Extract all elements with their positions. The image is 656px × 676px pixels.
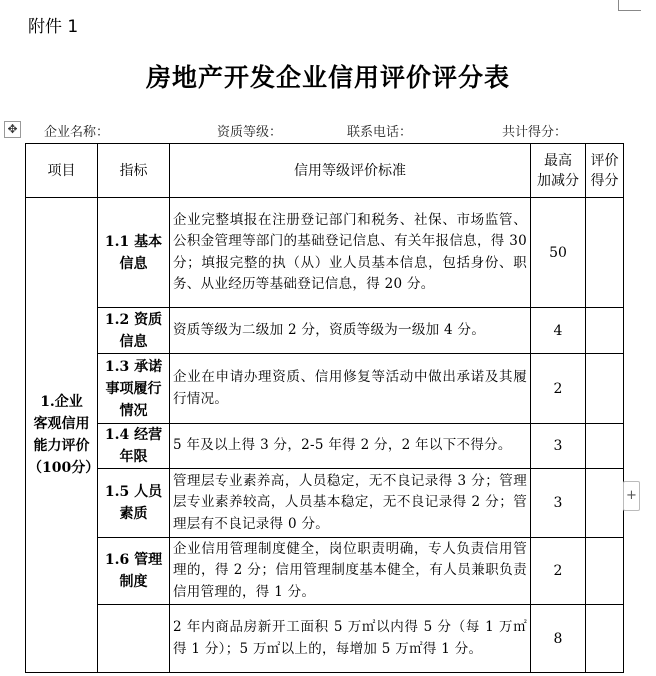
score-input-cell[interactable] — [586, 198, 624, 308]
table-row — [26, 605, 624, 673]
max-score-cell: 8 — [531, 605, 586, 673]
criteria-cell: 企业信用管理制度健全，岗位职责明确，专人负责信用管理的，得 2 分；信用管理制度基本健全，有人员兼职负责信用管理的，得 1 分。 — [170, 538, 531, 605]
table-row — [26, 469, 624, 538]
phone-label: 联系电话： — [347, 125, 413, 140]
header-got-line2: 得分 — [590, 172, 619, 189]
header-max-line1: 最高 — [544, 152, 572, 169]
indicator-line: 事项履行 — [105, 380, 162, 397]
score-input-cell[interactable] — [586, 538, 624, 605]
annex-label: 附件 1 — [28, 17, 79, 37]
indicator-cell — [98, 424, 170, 469]
criteria-cell: 资质等级为二级加 2 分，资质等级为一级加 4 分。 — [170, 308, 531, 354]
criteria-cell: 企业在申请办理资质、信用修复等活动中做出承诺及其履行情况。 — [170, 354, 531, 424]
page-corner-mark — [618, 0, 641, 11]
header-got-line1: 评价 — [590, 152, 619, 169]
header-row — [26, 144, 624, 198]
indicator-cell — [98, 198, 170, 308]
category-line: 客观信用 — [33, 416, 90, 432]
criteria-cell: 管理层专业素养高，人员稳定，无不良记录得 3 分；管理层专业素养较高，人员基本稳定，无不良记录得 2 分；管理层有不良记录得 0 分。 — [170, 469, 531, 538]
indicator-line: 年限 — [119, 449, 148, 465]
qualification-label: 资质等级： — [217, 125, 283, 140]
company-name-label: 企业名称： — [44, 125, 110, 140]
score-input-cell[interactable] — [586, 424, 624, 469]
criteria-cell: 2 年内商品房新开工面积 5 万㎡以内得 5 分（每 1 万㎡得 1 分）；5 万㎡以上的，每增加 5 万㎡得 1 分。 — [170, 605, 531, 673]
indicator-line: 情况 — [119, 402, 148, 419]
indicator-cell — [98, 605, 170, 673]
score-input-cell[interactable] — [586, 469, 624, 538]
header-max-line2: 加减分 — [537, 172, 579, 189]
move-handle-icon[interactable]: ✥ — [4, 121, 21, 138]
indicator-line: 制度 — [119, 574, 148, 590]
indicator-line: 信息 — [119, 333, 148, 350]
table-row — [26, 308, 624, 354]
table-row — [26, 538, 624, 605]
total-score-label: 共计得分： — [502, 125, 568, 140]
category-line: 能力评价 — [33, 438, 90, 454]
indicator-cell — [98, 538, 170, 605]
indicator-line: 素质 — [119, 506, 148, 522]
category-line: 1.企业 — [40, 394, 83, 410]
max-score-cell: 2 — [531, 354, 586, 424]
page-title: 房地产开发企业信用评价评分表 — [145, 63, 510, 92]
indicator-cell — [98, 469, 170, 538]
table-row — [26, 198, 624, 308]
add-column-icon[interactable]: + — [623, 481, 640, 511]
header-max-score — [531, 144, 586, 198]
indicator-line: 1.2 资质 — [104, 311, 163, 328]
max-score-cell: 50 — [531, 198, 586, 308]
header-criteria: 信用等级评价标准 — [170, 144, 531, 198]
criteria-cell: 5 年及以上得 3 分，2-5 年得 2 分，2 年以下不得分。 — [170, 424, 531, 469]
indicator-line: 1.1 基本 — [104, 233, 163, 250]
indicator-line: 1.4 经营 — [104, 427, 163, 443]
category-cell — [26, 198, 98, 673]
header-indicator: 指标 — [98, 144, 170, 198]
indicator-line: 信息 — [119, 255, 148, 272]
max-score-cell: 3 — [531, 469, 586, 538]
header-item: 项目 — [26, 144, 98, 198]
table-row — [26, 424, 624, 469]
score-input-cell[interactable] — [586, 605, 624, 673]
indicator-line: 1.5 人员 — [104, 484, 163, 500]
max-score-cell: 4 — [531, 308, 586, 354]
category-line: （100分） — [28, 460, 100, 476]
indicator-line: 1.3 承诺 — [104, 358, 163, 375]
indicator-cell — [98, 354, 170, 424]
table-row — [26, 354, 624, 424]
score-table — [25, 143, 624, 673]
max-score-cell: 2 — [531, 538, 586, 605]
criteria-cell: 企业完整填报在注册登记部门和税务、社保、市场监管、公积金管理等部门的基础登记信息、有关年报信息，得 30 分；填报完整的执（从）业人员基本信息，包括身份、职务、从业经历等基础登记信息，得 20 分。 — [170, 198, 531, 308]
max-score-cell: 3 — [531, 424, 586, 469]
indicator-cell — [98, 308, 170, 354]
score-input-cell[interactable] — [586, 354, 624, 424]
header-score-got — [586, 144, 624, 198]
score-input-cell[interactable] — [586, 308, 624, 354]
indicator-line: 1.6 管理 — [104, 552, 163, 568]
